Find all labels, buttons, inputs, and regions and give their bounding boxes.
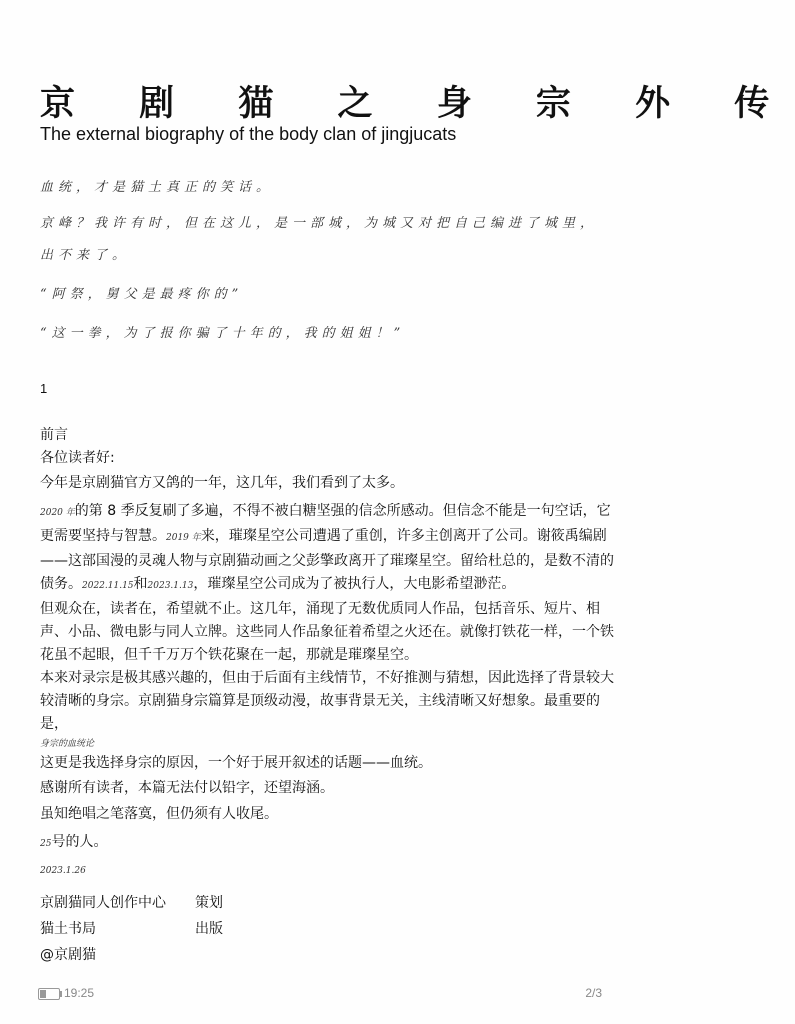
handwritten-line-1: 血统，才是猫土真正的笑话。 — [40, 180, 275, 195]
page-indicator: 2/3 — [585, 986, 602, 1000]
page-subtitle: The external biography of the body clan of jingjucats — [40, 124, 457, 144]
preface-paragraph-5: 这更是我选择身宗的原因，一个好于展开叙述的话题——血统。 — [40, 755, 432, 771]
reader-status-bar — [0, 984, 640, 1004]
page-title: 京 剧 猫 之 身 宗 外 传 — [40, 83, 795, 124]
preface-heading: 前言 — [40, 427, 68, 443]
credit-role: 策划 — [195, 895, 223, 911]
preface-paragraph-1: 今年是京剧猫官方又鸽的一年，这几年，我们看到了太多。 — [40, 475, 404, 491]
preface-paragraph-4: 本来对录宗是极其感兴趣的，但由于后面有主线情节，不好推测与猜想，因此选择了背景较大较清晰的身宗。京剧猫身宗篇算是顶级动漫，故事背景无关，主线清晰又好想象。最重要的是， — [40, 670, 614, 732]
paragraph-2-part-b: 来，璀璨星空公司遭遇了重创，许多主创离开了公司。谢筱禹编剧——这部国漫的灵魂人物与京剧猫动画之父彭擎政离开了璀璨星空。留给杜总的，是数不清的债务。 — [40, 528, 614, 592]
date-note-2: 2023.1.13 — [147, 581, 194, 591]
battery-level — [40, 990, 46, 998]
preface-note: 身宗的血统论 — [40, 739, 95, 749]
handwritten-line-3: 出不来了。 — [40, 248, 131, 263]
credit-name: 猫土书局 — [40, 921, 96, 937]
preface-paragraph-7: 虽知绝唱之笔落寞，但仍须有人收尾。 — [40, 806, 278, 822]
year-note-1: 2020 年 — [40, 508, 75, 518]
handwritten-line-2: 京峰？我许有时，但在这儿，是一部城，为城又对把自己编进了城里， — [40, 216, 599, 231]
number-note: 25 — [40, 839, 52, 849]
preface-paragraph-8 — [40, 831, 615, 856]
credit-row-2 — [40, 918, 223, 938]
preface-greeting: 各位读者好: — [40, 450, 115, 466]
paragraph-8-text: 号的人。 — [51, 834, 108, 850]
credit-role: 出版 — [195, 921, 223, 937]
battery-tip — [60, 991, 62, 997]
author-handle: @京剧猫 — [40, 947, 96, 963]
battery-icon — [38, 988, 60, 1000]
date-note-1: 2022.11.15 — [82, 581, 134, 591]
preface-paragraph-2 — [40, 500, 615, 598]
paragraph-2-part-c: ，璀璨星空公司成为了被执行人，大电影希望渺茫。 — [193, 576, 516, 592]
paragraph-2-part-a: 的第 8 季反复刷了多遍，不得不被白糖坚强的信念所感动。但信念不能是一句空话，它更需要坚持与智慧。 — [40, 503, 611, 544]
credit-row-1 — [40, 892, 223, 912]
year-note-2: 2019 年 — [166, 533, 201, 543]
preface-date: 2023.1.26 — [40, 866, 86, 876]
credit-name: 京剧猫同人创作中心 — [40, 895, 166, 911]
status-time: 19:25 — [64, 986, 95, 1000]
handwritten-line-5: “这一拳，为了报你骗了十年的，我的姐姐！” — [40, 326, 406, 341]
handwritten-line-4: “阿祭，舅父是最疼你的” — [40, 287, 244, 302]
section-number: 1 — [40, 381, 48, 396]
preface-paragraph-3: 但观众在，读者在，希望就不止。这几年，涌现了无数优质同人作品，包括音乐、短片、相声、小品、微电影与同人立牌。这些同人作品象征着希望之火还在。就像打铁花一样，一个铁花虽不起眼，但千千万万个铁花聚在一起，那就是璀璨星空。 — [40, 601, 614, 663]
paragraph-2-and: 和 — [133, 576, 148, 592]
preface-paragraph-6: 感谢所有读者，本篇无法付以铅字，还望海涵。 — [40, 780, 334, 796]
